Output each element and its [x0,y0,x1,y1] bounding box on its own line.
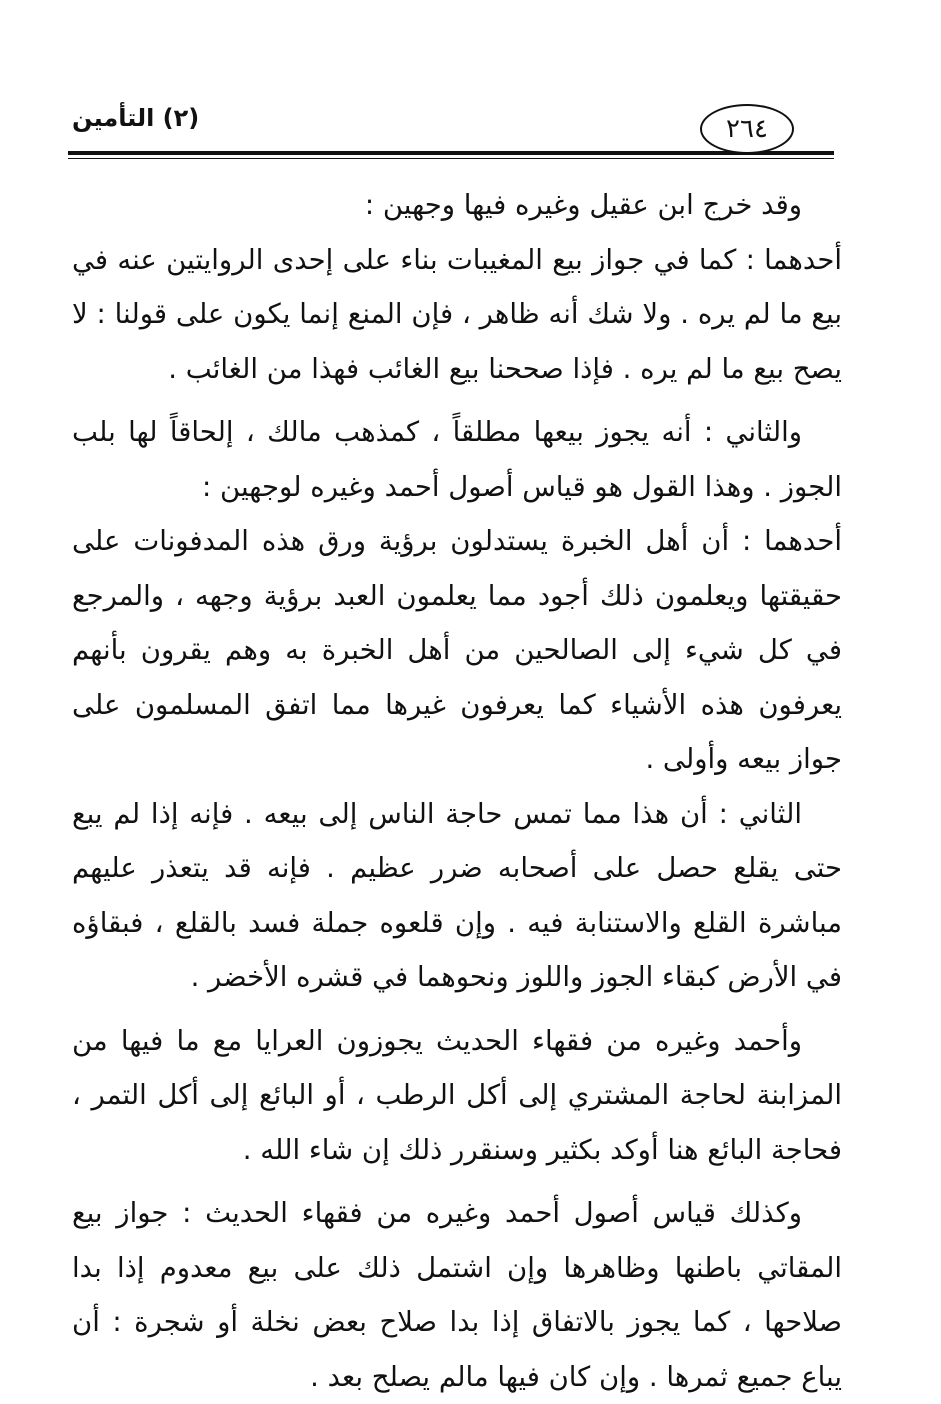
paragraph-3: والثاني : أنه يجوز بيعها مطلقاً ، كمذهب مالك ، إلحاقاً لها بلب الجوز . وهذا القول هو قياس أصول أحمد وغيره لوجهين : [72,416,842,503]
paragraph-1: وقد خرج ابن عقيل وغيره فيها وجهين : [364,189,802,221]
paragraph-5: الثاني : أن هذا مما تمس حاجة الناس إلى بيعه . فإنه إذا لم يبع حتى يقلع حصل على أصحابه ضرر عظيم . فإنه قد يتعذر عليهم مباشرة القلع والاستنابة فيه . وإن قلعوه جملة فسد بالقلع ، فبقاؤه في الأرض كبقاء الجوز واللوز ونحوهما في قشره الأخضر . [72,797,842,993]
running-title: (٢) التأمين [72,104,200,132]
header-rule-thick [68,151,834,155]
paragraph-2: أحدهما : كما في جواز بيع المغيبات بناء على إحدى الروايتين عنه في بيع ما لم يره . ولا شك أنه ظاهر ، فإن المنع إنما يكون على قولنا : لا يصح بيع ما لم يره . فإذا صححنا بيع الغائب فهذا من الغائب . [72,243,842,385]
body-text [72,178,842,1404]
page-number [700,104,794,154]
paragraph-7: وكذلك قياس أصول أحمد وغيره من فقهاء الحديث : جواز بيع المقاتي باطنها وظاهرها وإن اشتمل ذلك على بيع معدوم إذا بدا صلاحها ، كما يجوز بالاتفاق إذا بدا صلاح بعض نخلة أو شجرة : أن يباع جميع ثمرها . وإن كان فيها مالم يصلح بعد . [72,1197,842,1393]
header-rule-thin [68,158,834,159]
paragraph-4: أحدهما : أن أهل الخبرة يستدلون برؤية ورق هذه المدفونات على حقيقتها ويعلمون ذلك أجود مما يعلمون العبد برؤية وجهه ، والمرجع في كل شيء إلى الصالحين من أهل الخبرة به وهم يقرون بأنهم يعرفون هذه الأشياء كما يعرفون غيرها مما اتفق المسلمون على جواز بيعه وأولى . [72,525,842,775]
paragraph-6: وأحمد وغيره من فقهاء الحديث يجوزون العرايا مع ما فيها من المزابنة لحاجة المشتري إلى أكل الرطب ، أو البائع إلى أكل التمر ، فحاجة البائع هنا أوكد بكثير وسنقرر ذلك إن شاء الله . [72,1024,842,1166]
page-number-text: ٢٦٤ [726,114,768,144]
